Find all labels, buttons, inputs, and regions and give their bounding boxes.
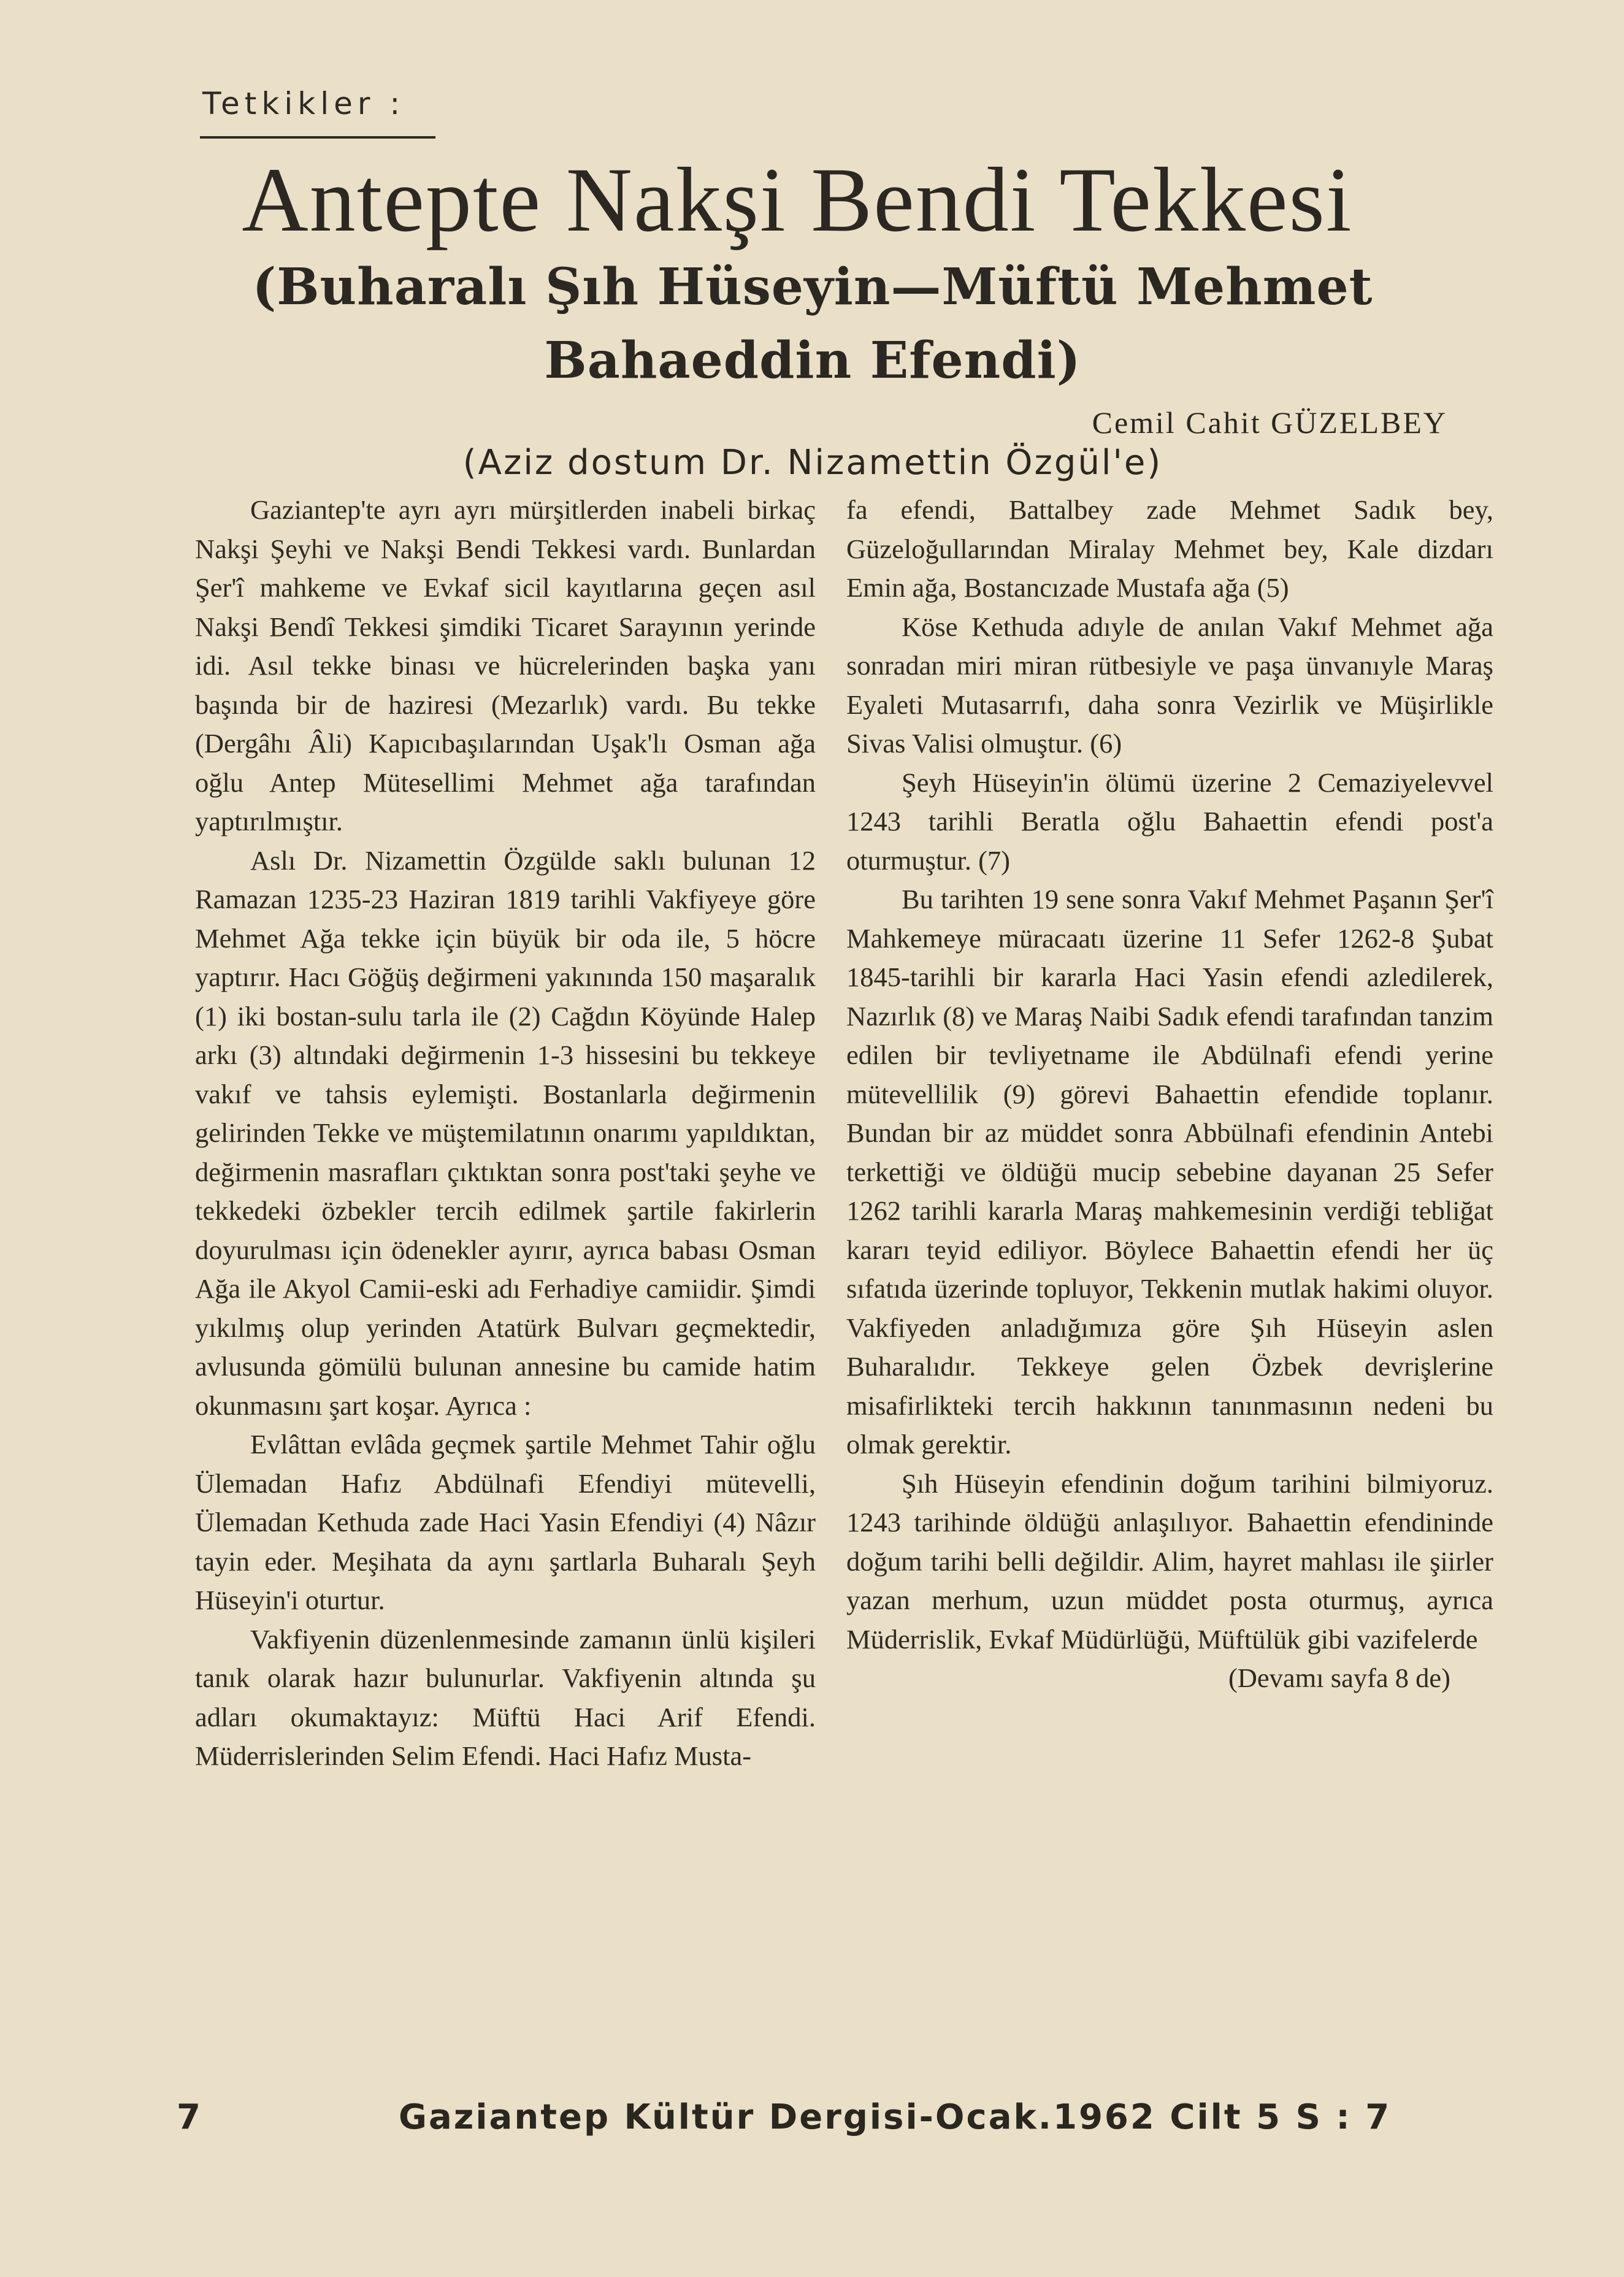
paragraph: Köse Kethuda adıyle de anılan Vakıf Mehmet ağa sonradan miri miran rütbesiyle ve paşa ünvanıyle Maraş Eyaleti Mutasarrıfı, daha sonra Vezirlik ve Müşirlikle Sivas Valisi olmuştur. (6) bbox=[846, 611, 1493, 759]
paragraph: Gaziantep'te ayrı ayrı mürşitlerden inabeli birkaç Nakşi Şeyhi ve Nakşi Bendi Tekkesi vardı. Bunlardan Şer'î mahkeme ve Evkaf sicil kayıtlarına geçen asıl Nakşi Bendî Tekkesi şimdiki Ticaret Sarayının yerinde idi. Asıl tekke binası ve hücrelerinden başka yanı başında bir de haziresi (Mezarlık) vardı. Bu tekke (Dergâhı Âli) Kapıcıbaşılarından Uşak'lı Osman ağa oğlu Antep Mütesellimi Mehmet ağa tarafından yaptırılmıştır. bbox=[195, 494, 816, 836]
article-title: Antepte Nakşi Bendi Tekkesi bbox=[242, 149, 1353, 251]
paragraph: Şıh Hüseyin efendinin doğum tarihini bilmiyoruz. 1243 tarihinde öldüğü anlaşılıyor. Bahaettin efendininde doğum tarihi belli değildir. Alim, hayret mahlası ile şiirler yazan merhum, uzun müddet posta oturmuş, ayrıca Müderrislik, Evkaf Müdürlüğü, Müftülük gibi vazifelerde bbox=[846, 1468, 1493, 1655]
paragraph: Vakfiyenin düzenlenmesinde zamanın ünlü kişileri tanık olarak hazır bulunurlar. Vakfiyenin altında şu adları okumaktayız: Müftü Haci Arif Efendi. Müderrislerinden Selim Efendi. Haci Hafız Musta- bbox=[195, 1623, 816, 1771]
paragraph: Aslı Dr. Nizamettin Özgülde saklı bulunan 12 Ramazan 1235-23 Haziran 1819 tarihli Vakfiyeye göre Mehmet Ağa tekke için büyük bir oda ile, 5 höcre yaptırır. Hacı Göğüş değirmeni yakınında 150 maşaralık (1) iki bostan-sulu tarla ile (2) Cağdın Köyünde Halep arkı (3) altındaki değirmenin 1-3 hissesini bu tekkeye vakıf ve tahsis eylemişti. Bostanlarla değirmenin gelirinden Tekke ve müştemilatının onarımı yapıldıktan, değirmenin masrafları çıktıktan sonra post'taki şeyhe ve tekkedeki özbekler tercih edilmek şartile fakirlerin doyurulması için ödenekler ayırır, ayrıca babası Osman Ağa ile Akyol Camii-eski adı Ferhadiye camiidir. Şimdi yıkılmış olup yerinden Atatürk Bulvarı geçmektedir, avlusunda gömülü bulunan annesine bu camide hatim okunmasını şart koşar. Ayrıca : bbox=[195, 844, 816, 1421]
author-name: Cemil Cahit GÜZELBEY bbox=[1092, 405, 1447, 440]
section-label: Tetkikler : bbox=[202, 86, 405, 121]
section-underline bbox=[200, 136, 435, 139]
paragraph: fa efendi, Battalbey zade Mehmet Sadık bey, Güzeloğullarından Miralay Mehmet bey, Kale dizdarı Emin ağa, Bostancızade Mustafa ağa (5) bbox=[846, 494, 1493, 603]
continued-note: (Devamı sayfa 8 de) bbox=[1228, 1663, 1450, 1693]
paragraph: Evlâttan evlâda geçmek şartile Mehmet Tahir oğlu Ülemadan Hafız Abdülnafi Efendiyi mütevelli, Ülemadan Kethuda zade Haci Yasin Efendiyi (4) Nâzır tayin eder. Meşihata da aynı şartlarla Buharalı Şeyh Hüseyin'i oturtur. bbox=[195, 1429, 816, 1615]
journal-footer: Gaziantep Kültür Dergisi-Ocak.1962 Cilt 5 S : 7 bbox=[399, 2097, 1392, 2137]
article-subtitle-line-2: Bahaeddin Efendi) bbox=[544, 331, 1081, 390]
right-column bbox=[846, 491, 1493, 1698]
article-subtitle-line-1: (Buharalı Şıh Hüseyin—Müftü Mehmet bbox=[252, 258, 1373, 316]
dedication: (Aziz dostum Dr. Nizamettin Özgül'e) bbox=[462, 443, 1163, 483]
page-number: 7 bbox=[177, 2097, 201, 2137]
paragraph: Şeyh Hüseyin'in ölümü üzerine 2 Cemaziyelevvel 1243 tarihli Beratla oğlu Bahaettin efendi post'a oturmuştur. (7) bbox=[846, 767, 1493, 876]
left-column bbox=[195, 491, 816, 1776]
paragraph: Bu tarihten 19 sene sonra Vakıf Mehmet Paşanın Şer'î Mahkemeye müracaatı üzerine 11 Sefer 1262-8 Şubat 1845-tarihli bir kararla Haci Yasin efendi azledilerek, Nazırlık (8) ve Maraş Naibi Sadık efendi tarafından tanzim edilen bir tevliyetname ile Abdülnafi efendi yerine mütevellilik (9) görevi Bahaettin efendide toplanır. Bundan bir az müddet sonra Abbülnafi efendinin Antebi terkettiği ve öldüğü mucip sebebine dayanan 25 Sefer 1262 tarihli kararla Maraş mahkemesinin verdiği tebliğat kararı teyid ediliyor. Böylece Bahaettin efendi her üç sıfatıda üzerinde topluyor, Tekkenin mutlak hakimi oluyor. Vakfiyeden anladığımıza göre Şıh Hüseyin aslen Buharalıdır. Tekkeye gelen Özbek devrişlerine misafirlikteki tercih hakkının tanınmasının nedeni bu olmak gerektir. bbox=[846, 884, 1493, 1460]
